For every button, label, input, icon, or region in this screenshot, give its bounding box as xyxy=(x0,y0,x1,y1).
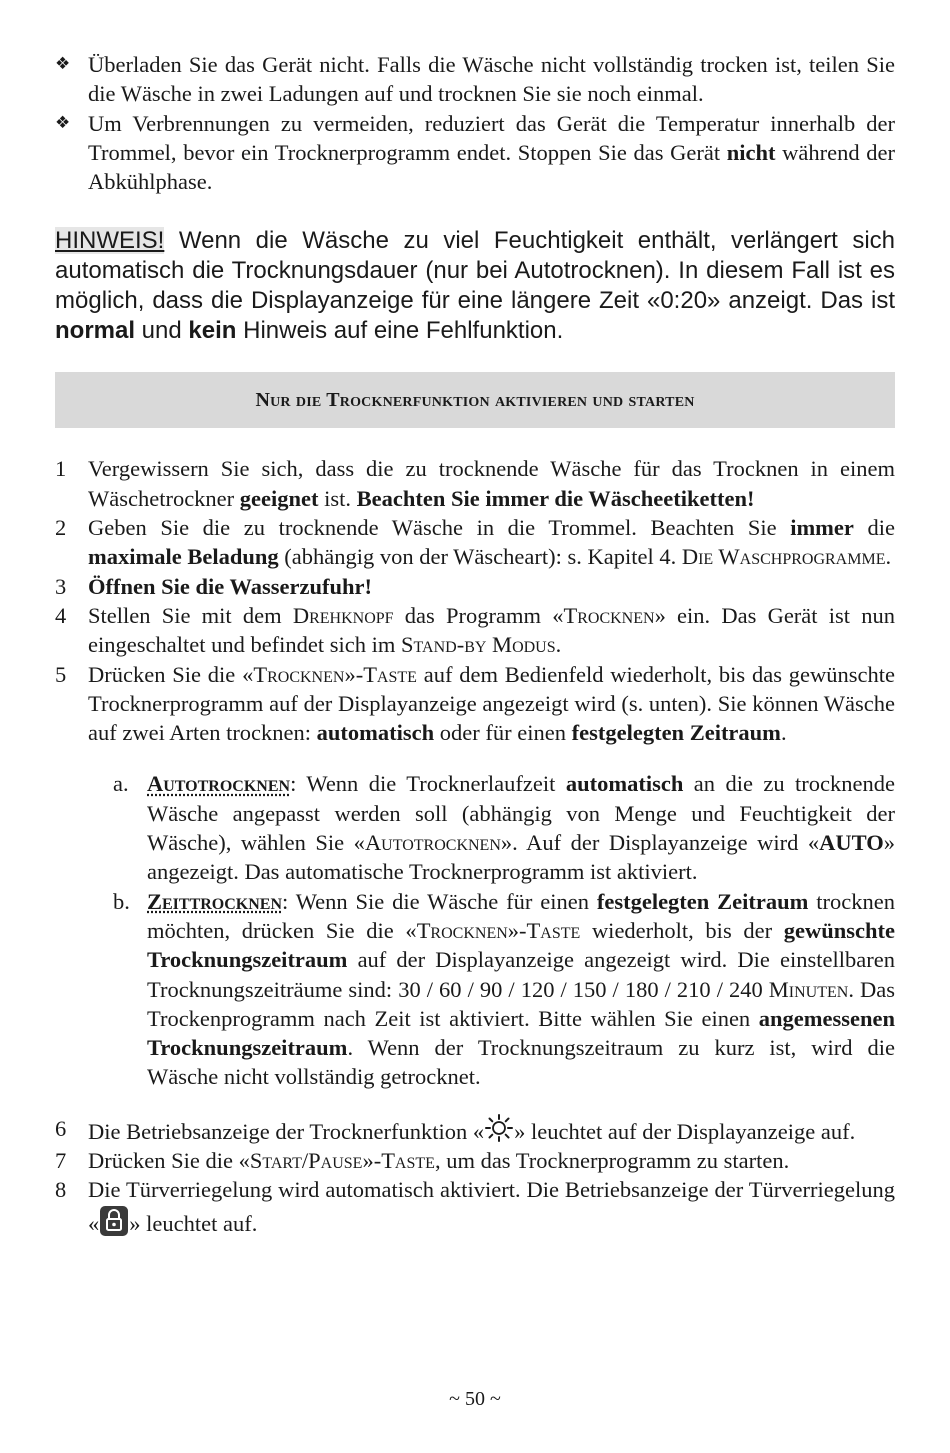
step-text: , um das Trocknerprogramm zu starten. xyxy=(434,1148,790,1174)
section-heading: Nur die Trocknerfunktion aktivieren und starten xyxy=(55,372,895,428)
step-item xyxy=(55,1146,895,1175)
page-number: ~ 50 ~ xyxy=(449,1388,501,1410)
sun-icon xyxy=(484,1114,514,1142)
step-item xyxy=(55,660,895,1092)
step-number: 1 xyxy=(55,456,67,482)
note-emphasis: normal xyxy=(55,317,136,345)
bullet-text: Überladen Sie das Gerät nicht. Falls die Wäsche nicht vollständig trocken ist, teilen Sie die Wäsche in zwei Ladungen auf und trocknen Sie sie noch einmal. xyxy=(88,52,895,107)
sub-item xyxy=(113,769,895,886)
sub-text: trocknen möchten, drücken Sie die « xyxy=(147,888,895,943)
control-name: Trocknen xyxy=(253,661,345,687)
sub-text: wiederholt, bis der xyxy=(580,917,784,943)
display-value: AUTO xyxy=(819,830,884,856)
step-item xyxy=(55,601,895,660)
step-text: » leuchtet auf der Displayanzeige auf. xyxy=(514,1118,856,1144)
program-name: Autotrocknen xyxy=(364,830,501,856)
step-item xyxy=(55,572,895,601)
step-number: 6 xyxy=(55,1115,67,1141)
step-text: . xyxy=(780,720,787,746)
bullet-item xyxy=(55,109,895,197)
control-name: Drehknopf xyxy=(292,602,394,628)
control-name: Trocknen xyxy=(416,917,508,943)
step-item xyxy=(55,454,895,513)
steps-list xyxy=(55,454,895,1237)
sub-text: ». Auf der Displayanzeige wird « xyxy=(500,830,820,856)
control-name: Taste xyxy=(526,917,581,943)
sub-text: . Wenn der Trocknungszeitraum zu kurz ist, wird die Wäsche nicht vollständig getrocknet. xyxy=(147,1035,895,1090)
bullet-emphasis: nicht xyxy=(726,139,776,165)
step-text: Die Betriebsanzeige der Trocknerfunktion « xyxy=(88,1118,485,1144)
sub-letter: a. xyxy=(113,771,129,797)
step-text: Die Türverriegelung wird automatisch aktiviert. Die Betriebsanzeige der Türverriegelung « xyxy=(88,1177,895,1236)
step-text: das Programm « xyxy=(393,602,564,628)
note-text: Hinweis auf eine Fehlfunktion. xyxy=(236,317,564,345)
chapter-reference: Die Waschprogramme xyxy=(681,544,886,570)
step-emphasis: maximale Beladung xyxy=(88,544,279,570)
step-number: 3 xyxy=(55,573,67,599)
step-emphasis: immer xyxy=(790,515,854,541)
step-number: 4 xyxy=(55,602,67,628)
sub-text: auf der Displayanzeige angezeigt wird. Die einstellbaren Trocknungszeiträume sind: 30 / 60 / 90 / 120 / 150 / 180 / 210 / 240 xyxy=(147,947,895,1002)
sub-text: »- xyxy=(507,917,527,943)
step-emphasis: Beachten Sie immer die Wäscheetiketten! xyxy=(356,485,755,511)
step-number: 5 xyxy=(55,661,67,687)
note-text: Wenn die Wäsche zu viel Feuchtigkeit enthält, verlängert sich automatisch die Trocknungsdauer (nur bei Autotrocknen). In diesem Fall ist es möglich, dass die Displayanzeige für eine längere Zeit «0:20» anzeigt. Das ist xyxy=(55,227,895,315)
control-name: Taste xyxy=(381,1148,435,1174)
sub-text: an die zu trocknende Wäsche angepasst werden soll (abhängig von Menge und Feuchtigkeit der Wäsche), wählen Sie « xyxy=(147,771,896,856)
sub-emphasis: festgelegten Zeitraum xyxy=(596,888,809,914)
step-text: auf dem Bedienfeld wiederholt, bis das gewünschte Trocknerprogramm auf der Displayanzeige angezeigt wird (s. unten). Sie können Wäsche auf zwei Arten trocknen: xyxy=(88,661,895,746)
term-autotrocknen: Autotrocknen xyxy=(147,771,291,797)
bullet-item xyxy=(55,50,895,109)
diamond-bullet-icon: ❖ xyxy=(55,54,71,74)
step-text: » leuchtet auf. xyxy=(129,1210,258,1236)
step-text: » ein. Das Gerät ist nun eingeschaltet und befindet sich im xyxy=(88,602,895,658)
step-text: Vergewissern Sie sich, dass die zu trocknende Wäsche für das Trocknen in einem Wäschetrockner xyxy=(88,456,895,511)
note-paragraph xyxy=(55,226,895,346)
mode-name: Stand-by Modus xyxy=(401,632,556,658)
sub-text: : Wenn die Trocknerlaufzeit xyxy=(290,771,566,797)
term-zeittrocknen: Zeittrocknen xyxy=(147,888,283,914)
sub-item xyxy=(113,887,895,1092)
manual-page xyxy=(55,50,895,1238)
unit-name: Minuten xyxy=(768,976,849,1002)
step-item xyxy=(55,1114,895,1146)
bullet-list xyxy=(55,50,895,196)
step-emphasis: automatisch xyxy=(316,720,435,746)
sub-emphasis: gewünschte Trocknungszeitraum xyxy=(147,917,895,973)
step-text: die xyxy=(853,515,895,541)
step-number: 7 xyxy=(55,1148,67,1174)
step-text: . xyxy=(885,544,892,570)
sub-letter: b. xyxy=(113,888,130,914)
sub-emphasis: automatisch xyxy=(565,771,684,797)
step-number: 8 xyxy=(55,1177,67,1203)
sub-text: . Das Trockenprogramm nach Zeit ist aktiviert. Bitte wählen Sie einen xyxy=(147,976,895,1031)
step-text: Stellen Sie mit dem xyxy=(88,602,293,628)
control-name: Start/Pause xyxy=(249,1148,363,1174)
note-label: HINWEIS! xyxy=(55,227,165,255)
step-item xyxy=(55,1175,895,1238)
note-text: und xyxy=(135,317,189,345)
bullet-text: während der Abkühlphase. xyxy=(88,139,895,195)
step-text: Drücken Sie die « xyxy=(88,661,254,687)
sub-text: » angezeigt. Das automatische Trocknerprogramm ist aktiviert. xyxy=(147,830,896,885)
step-text: . xyxy=(555,632,562,658)
sub-emphasis: angemessenen Trocknungszeitraum xyxy=(147,1005,895,1061)
step-text: »- xyxy=(362,1148,382,1174)
program-name: Trocknen xyxy=(563,602,655,628)
step-emphasis: festgelegten Zeitraum xyxy=(571,720,781,746)
step-item xyxy=(55,513,895,572)
diamond-bullet-icon: ❖ xyxy=(55,112,71,133)
note-emphasis: kein xyxy=(188,317,237,345)
step-text: oder für einen xyxy=(434,720,572,746)
bullet-text: Um Verbrennungen zu vermeiden, reduziert das Gerät die Temperatur innerhalb der Trommel, bevor ein Trocknerprogramm endet. Stoppen Sie das Gerät xyxy=(88,110,895,165)
step-text: (abhängig von der Wäscheart): s. Kapitel 4. xyxy=(278,544,682,570)
step-text: »- xyxy=(344,661,364,687)
lock-icon xyxy=(99,1205,129,1237)
step-text: Geben Sie die zu trocknende Wäsche in die Trommel. Beachten Sie xyxy=(88,515,791,541)
step-text: Drücken Sie die « xyxy=(88,1148,250,1174)
sub-list xyxy=(113,769,895,1091)
step-emphasis: Öffnen Sie die Wasserzufuhr! xyxy=(88,573,372,599)
sub-text: : Wenn Sie die Wäsche für einen xyxy=(282,888,597,914)
step-text: ist. xyxy=(318,485,357,511)
step-number: 2 xyxy=(55,515,67,541)
control-name: Taste xyxy=(363,661,417,687)
step-emphasis: geeignet xyxy=(239,485,319,511)
